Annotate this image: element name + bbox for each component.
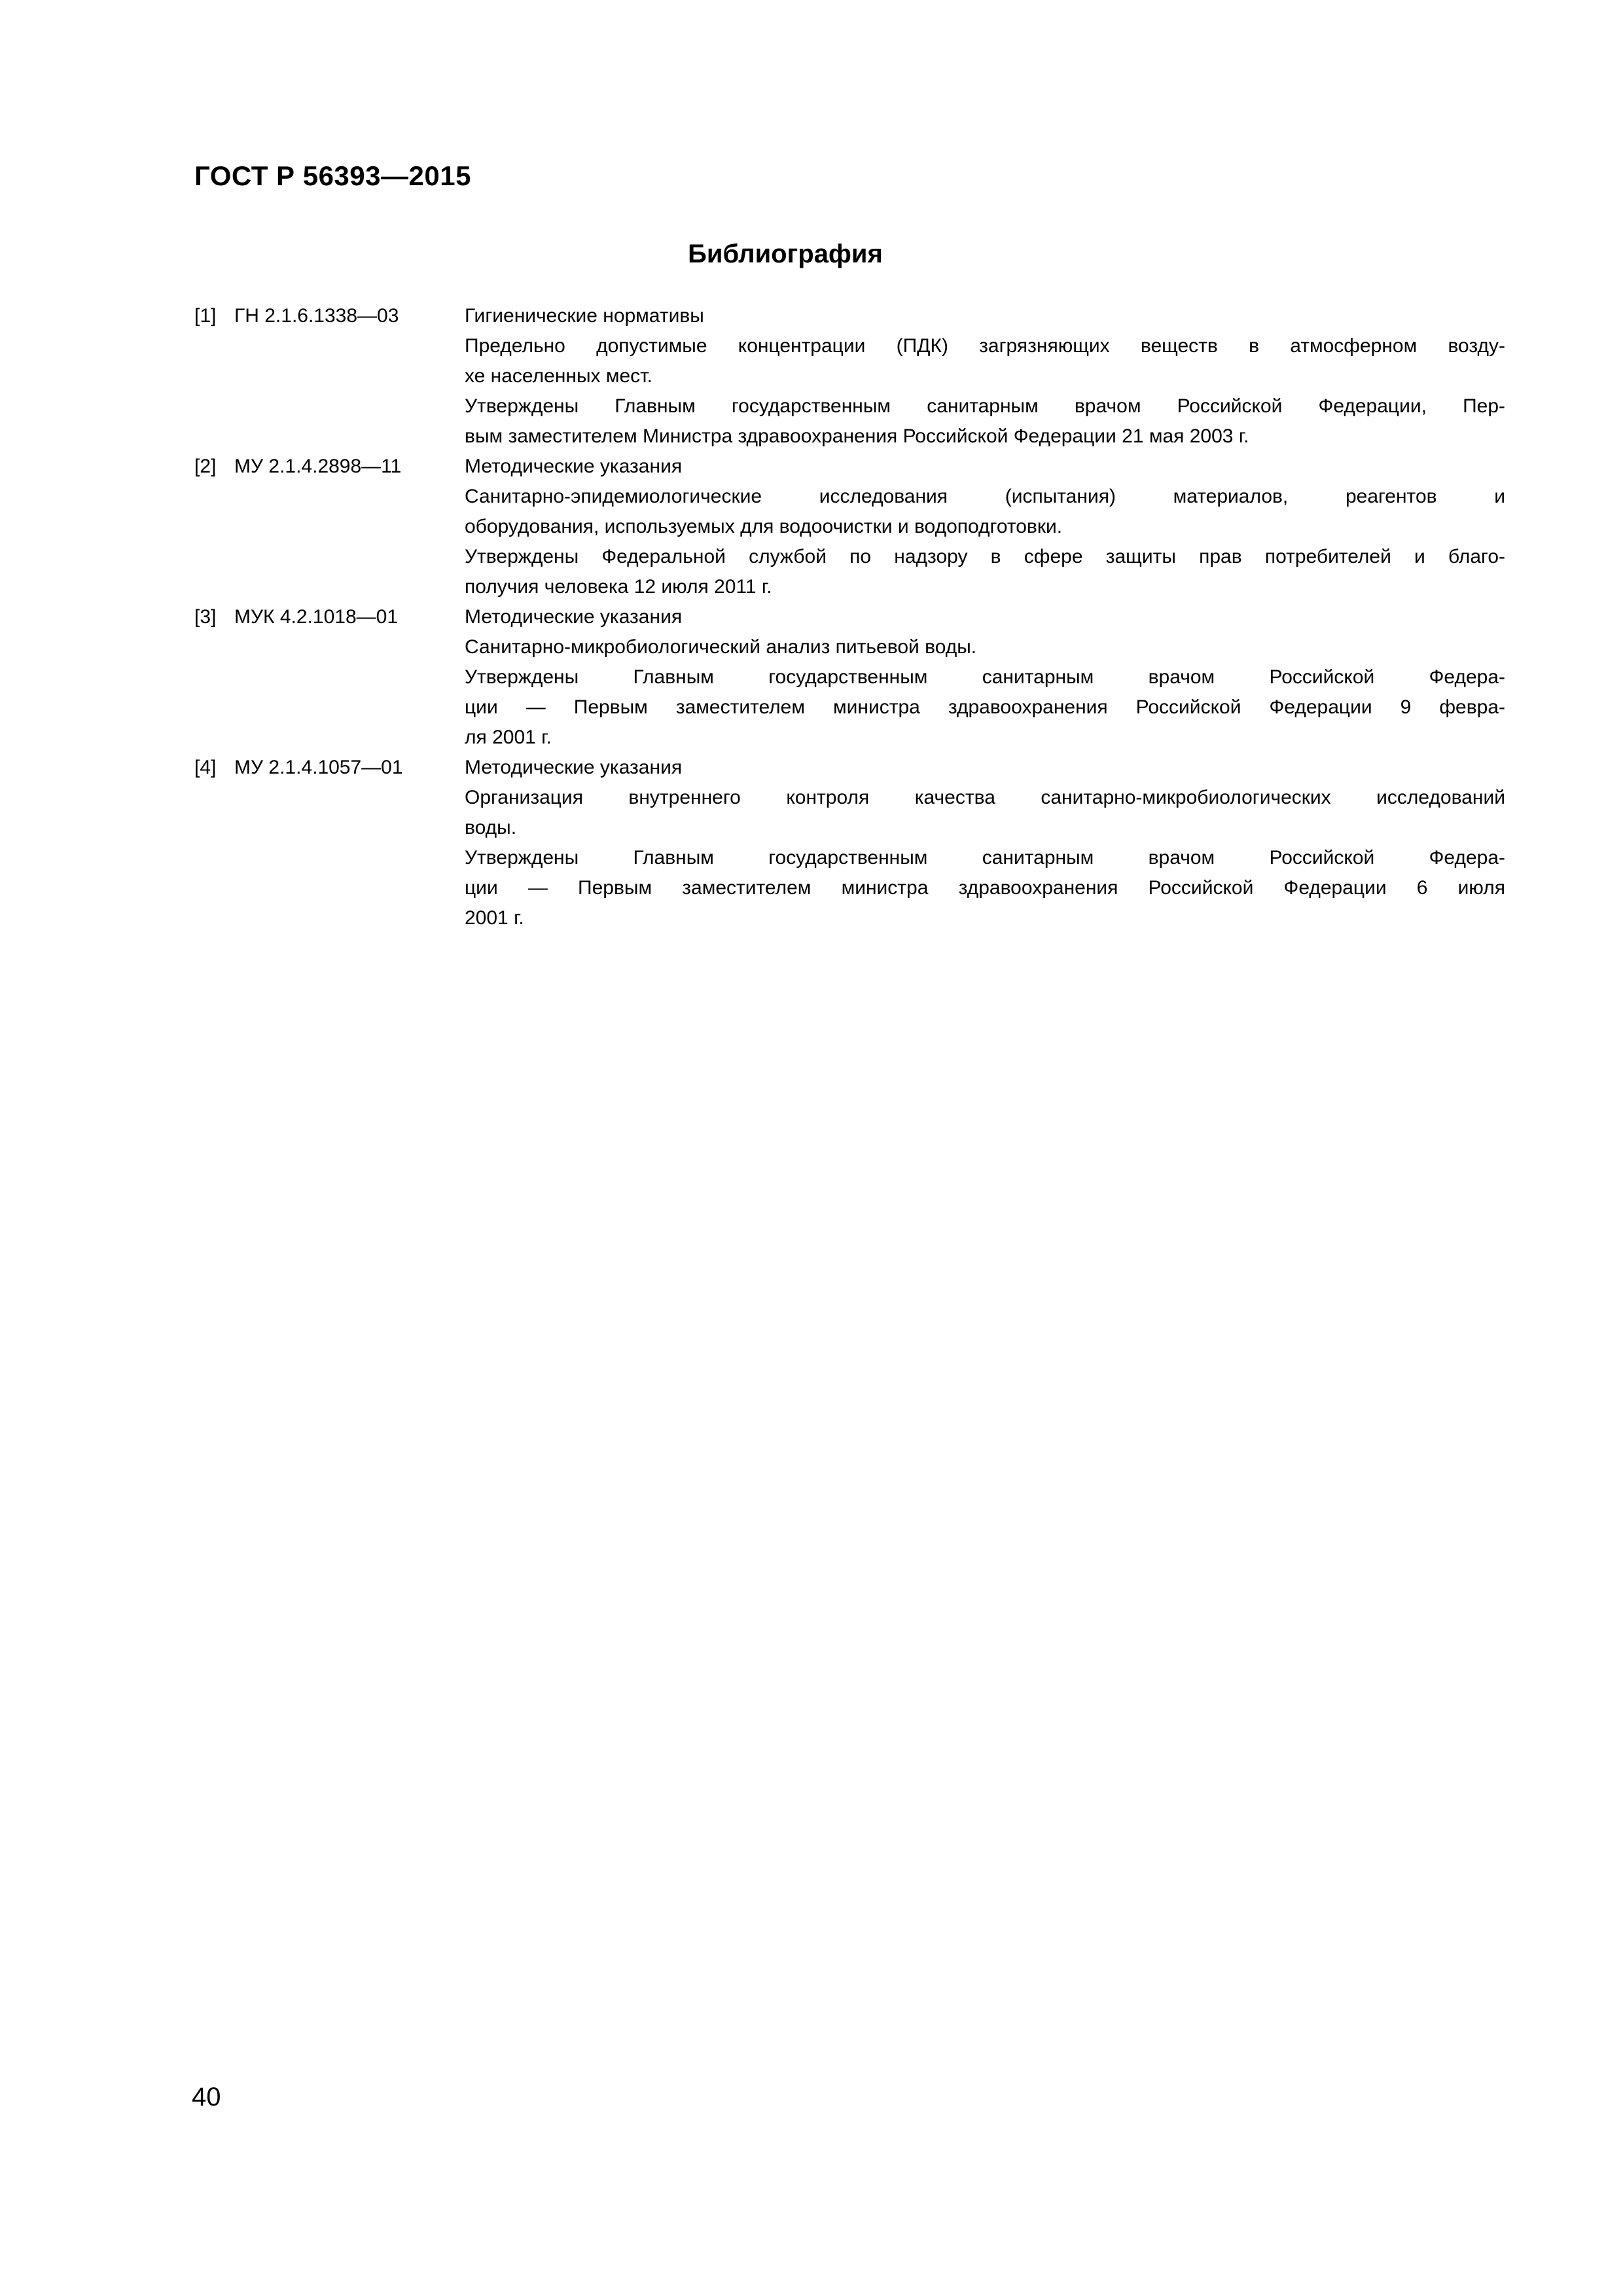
entry-description-line: ции — Первым заместителем министра здравоохранения Российской Федерации 6 июля [465, 877, 1505, 899]
entry-description-line: хе населенных мест. [465, 365, 652, 387]
entry-description-line: получия человека 12 июля 2011 г. [465, 576, 772, 598]
entry-description [465, 452, 1505, 602]
entry-description-line: воды. [465, 817, 517, 838]
entry-marker: [2] [194, 456, 217, 477]
entry-description-line: Организация внутреннего контроля качества санитарно-микробиологических исследований [465, 787, 1505, 808]
entry-description-line: оборудования, используемых для водоочистки и водоподготовки. [465, 516, 1063, 537]
entry-description-line: 2001 г. [465, 907, 524, 929]
entry-description-line: Утверждены Федеральной службой по надзору в сфере защиты прав потребителей и благо- [465, 546, 1505, 567]
entry-description [465, 301, 1505, 452]
entry-description [465, 753, 1505, 933]
bibliography-title: Библиография [688, 240, 883, 268]
entry-description-line: Методические указания [465, 456, 683, 477]
bibliography-entry [194, 602, 1505, 753]
entry-description-line: Санитарно-микробиологический анализ питьевой воды. [465, 636, 977, 658]
entry-code: МУ 2.1.4.2898—11 [234, 456, 402, 477]
bibliography-list [194, 301, 1505, 933]
entry-description-line: ля 2001 г. [465, 726, 552, 748]
entry-code: МУ 2.1.4.1057—01 [234, 757, 403, 778]
bibliography-entry [194, 452, 1505, 602]
bibliography-entry [194, 753, 1505, 933]
entry-description-line: ции — Первым заместителем министра здравоохранения Российской Федерации 9 февра- [465, 696, 1505, 718]
entry-code: ГН 2.1.6.1338—03 [234, 305, 399, 327]
entry-description-line: Санитарно-эпидемиологические исследования (испытания) материалов, реагентов и [465, 486, 1505, 507]
document-standard-number: ГОСТ Р 56393—2015 [194, 160, 471, 191]
entry-description-line: вым заместителем Министра здравоохранения Российской Федерации 21 мая 2003 г. [465, 425, 1249, 447]
entry-marker: [1] [194, 305, 217, 327]
entry-description [465, 602, 1505, 753]
entry-marker: [3] [194, 606, 217, 628]
entry-description-line: Методические указания [465, 757, 683, 778]
bibliography-entry [194, 301, 1505, 452]
entry-description-line: Методические указания [465, 606, 683, 628]
entry-description-line: Утверждены Главным государственным санитарным врачом Российской Федерации, Пер- [465, 395, 1505, 417]
entry-description-line: Утверждены Главным государственным санитарным врачом Российской Федера- [465, 847, 1505, 869]
entry-description-line: Предельно допустимые концентрации (ПДК) загрязняющих веществ в атмосферном возду- [465, 335, 1505, 357]
page-number: 40 [192, 2083, 221, 2111]
entry-marker: [4] [194, 757, 217, 778]
entry-code: МУК 4.2.1018—01 [234, 606, 399, 628]
entry-description-line: Гигиенические нормативы [465, 305, 704, 327]
entry-description-line: Утверждены Главным государственным санитарным врачом Российской Федера- [465, 666, 1505, 688]
